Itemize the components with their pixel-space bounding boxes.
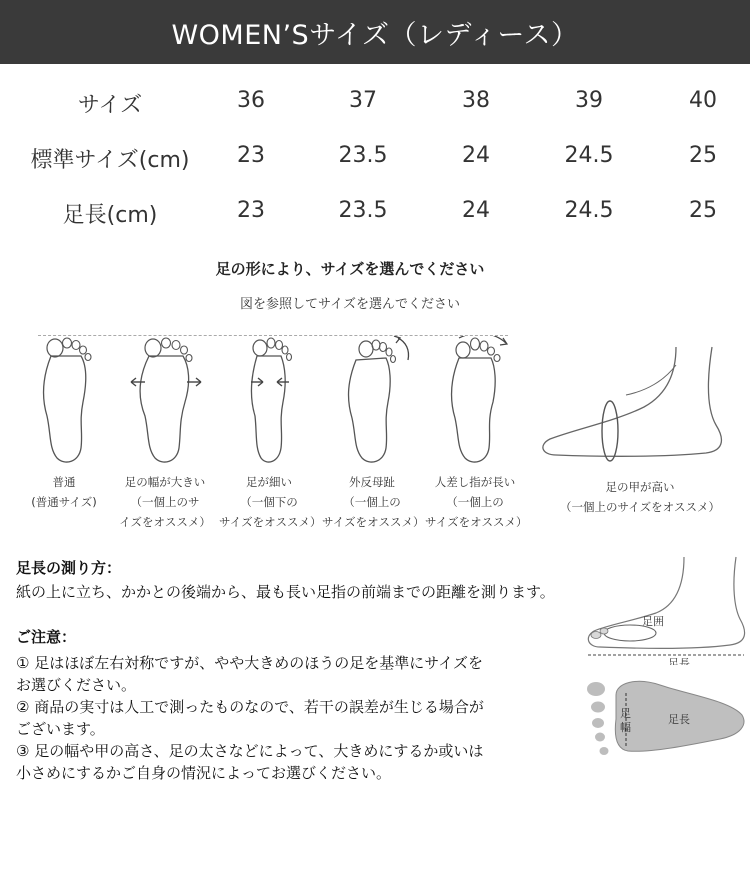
note-line: ① 足はほぼ左右対称ですが、やや大きめのほうの足を基準にサイズを: [16, 654, 484, 672]
size-cell: 23: [237, 143, 265, 168]
foot-type-normal: [14, 336, 114, 512]
ball-girth-label: 足囲: [642, 615, 664, 628]
wide-foot-icon: [125, 336, 205, 466]
page-title: WOMEN’Sサイズ（レディース）: [171, 19, 579, 51]
foot-type-advice: （一個上の: [343, 495, 401, 509]
foot-type-advice-cont: サイズをオススメ）: [322, 515, 425, 529]
size-cell: 24: [462, 143, 490, 168]
note-line: ございます。: [16, 720, 105, 738]
foot-width-label-bottom: 幅: [620, 721, 631, 734]
guide-subtitle: 図を参照してサイズを選んでください: [240, 297, 460, 312]
guide-title: 足の形により、サイズを選んでください: [215, 260, 485, 278]
foot-type-bunion: [322, 336, 425, 532]
size-cell: 24: [462, 198, 490, 223]
bunion-foot-icon: [332, 336, 412, 466]
foot-width-label-top: 足: [620, 707, 631, 720]
foot-type-advice: (普通サイズ): [31, 495, 97, 509]
foot-type-name: 足の幅が大きい: [124, 475, 206, 489]
measure-title: 足長の測り方：: [16, 559, 122, 577]
row-label: サイズ: [77, 93, 143, 118]
size-cell: 23.5: [338, 198, 388, 223]
note-line: ③ 足の幅や甲の高さ、足の太さなどによって、大きめにするか或いは: [16, 742, 484, 760]
size-cell: 24.5: [564, 198, 614, 223]
size-cell: 25: [689, 198, 717, 223]
row-label: 標準サイズ(cm): [30, 148, 190, 173]
narrow-foot-icon: [229, 336, 309, 466]
measure-text: 紙の上に立ち、かかとの後端から、最も長い足指の前端までの距離を測ります。: [16, 583, 555, 601]
high-instep-caption: [545, 477, 735, 517]
foot-type-advice-cont: イズをオススメ）: [119, 515, 211, 529]
high-instep-illustration: [536, 345, 750, 479]
note-line: 小さめにするかご自身の情況によってお選びください。: [16, 764, 392, 782]
sole-measure-illustration: [580, 675, 750, 765]
normal-foot-icon: [29, 336, 99, 466]
page-header: [0, 0, 750, 64]
size-cell: 25: [689, 143, 717, 168]
foot-measure-illustration: [580, 555, 750, 665]
size-row-standard: [0, 135, 750, 175]
size-cell: 23.5: [338, 143, 388, 168]
size-cell: 38: [462, 88, 490, 113]
foot-type-advice: （一個下の: [240, 495, 298, 509]
size-row-size: [0, 80, 750, 120]
measure-section: [16, 557, 596, 603]
long-second-toe-foot-icon: [435, 336, 515, 466]
side-view-foot-icon: [536, 345, 750, 475]
size-cell: 40: [689, 88, 717, 113]
foot-type-name: 人差し指が長い: [434, 475, 516, 489]
size-cell: 24.5: [564, 143, 614, 168]
size-row-foot-length: [0, 190, 750, 230]
foot-type-name: 足の甲が高い: [605, 480, 675, 494]
notes-title: ご注意：: [16, 628, 77, 646]
note-item-1: [16, 652, 586, 696]
foot-type-narrow: [219, 336, 322, 532]
foot-type-advice: （一個上の: [446, 495, 504, 509]
size-cell: 36: [237, 88, 265, 113]
note-line: お選びください。: [16, 676, 137, 694]
size-cell: 23: [237, 198, 265, 223]
foot-girth-length-icon: [580, 555, 750, 665]
note-item-3: [16, 740, 586, 784]
foot-type-advice-cont: サイズをオススメ）: [219, 515, 322, 529]
foot-type-name: 普通: [52, 475, 76, 489]
foot-type-name: 外反母趾: [349, 475, 395, 489]
foot-type-advice: （一個上のサイズをオススメ）: [560, 500, 720, 514]
foot-type-long-second-toe: [425, 336, 528, 532]
foot-type-wide: [115, 336, 215, 532]
foot-length-label: 足長: [668, 657, 690, 665]
sole-length-label: 足長: [668, 713, 690, 726]
notes-section: [16, 626, 586, 784]
size-cell: 39: [575, 88, 603, 113]
row-label: 足長(cm): [62, 203, 158, 228]
foot-type-advice: （一個上のサ: [130, 495, 200, 509]
foot-type-advice-cont: サイズをオススメ）: [425, 515, 528, 529]
note-line: ② 商品の実寸は人工で測ったものなので、若干の誤差が生じる場合が: [16, 698, 484, 716]
sole-print-icon: [580, 675, 750, 765]
note-item-2: [16, 696, 586, 740]
size-cell: 37: [349, 88, 377, 113]
foot-type-name: 足が細い: [246, 475, 292, 489]
